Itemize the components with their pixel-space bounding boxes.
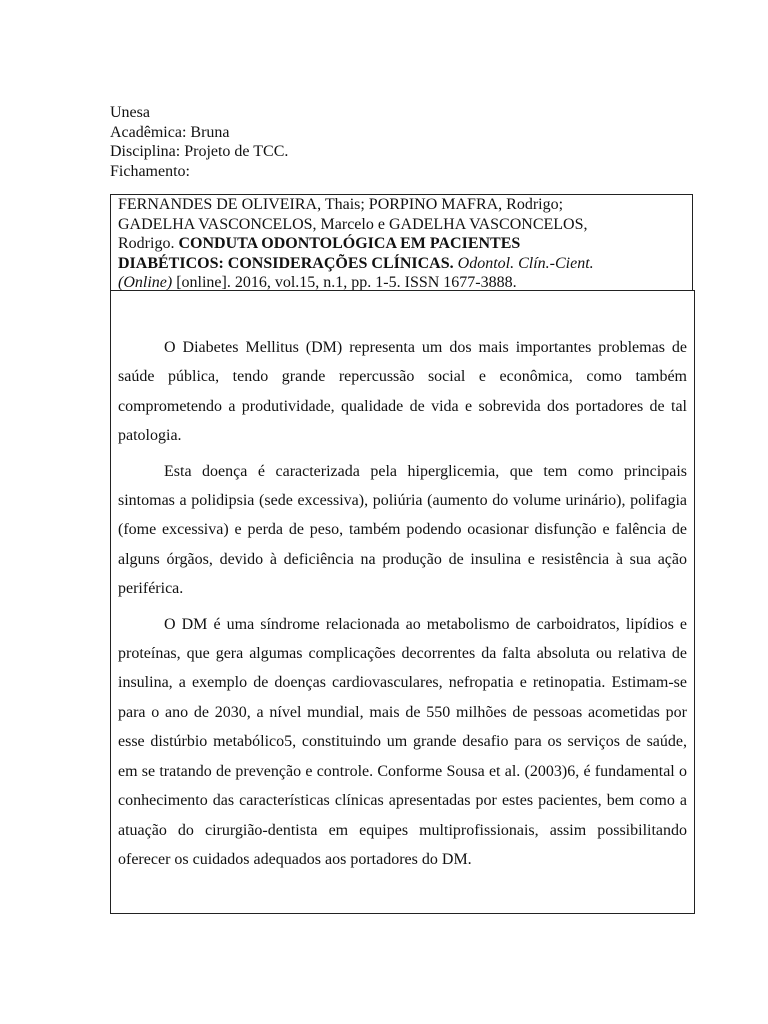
institution-line: Unesa bbox=[110, 104, 150, 121]
citation-title-part-1: CONDUTA ODONTOLÓGICA EM PACIENTES bbox=[178, 235, 521, 253]
paragraph-3: O DM é uma síndrome relacionada ao metabolismo de carboidratos, lipídios e proteínas, que gera algumas complicações decorrentes da falta absoluta ou relativa de insulina, a exemplo de doenças cardiovasculares, nefropatia e retinopatia. Estimam-se para o ano de 2030, a nível mundial, mais de 550 milhões de pessoas acometidas por esse distúrbio metabólico5, constituindo um grande desafio para os serviços de saúde, em se tratando de prevenção e controle. Conforme Sousa et al. (2003)6, é fundamental o conhecimento das características clínicas apresentadas por estes pacientes, bem como a atuação do cirurgião-dentista em equipes multiprofissionais, assim possibilitando oferecer os cuidados adequados aos portadores do DM. bbox=[118, 615, 687, 868]
paragraph-2: Esta doença é caracterizada pela hiperglicemia, que tem como principais sintomas a polidipsia (sede excessiva), poliúria (aumento do volume urinário), polifagia (fome excessiva) e perda de peso, também podendo ocasionar disfunção e falência de alguns órgãos, devido à deficiência na produção de insulina e resistência à sua ação periférica. bbox=[118, 462, 687, 598]
citation-details: [online]. 2016, vol.15, n.1, pp. 1-5. ISSN 1677-3888. bbox=[172, 274, 517, 292]
document-header bbox=[110, 103, 288, 181]
discipline-line: Disciplina: Projeto de TCC. bbox=[110, 143, 289, 161]
citation-line-4 bbox=[118, 254, 685, 274]
citation-journal-online: (Online) bbox=[118, 274, 173, 292]
summary-body-box bbox=[110, 290, 695, 914]
citation-authors-line-2: GADELHA VASCONCELOS, Marcelo e GADELHA VASCONCELOS, bbox=[118, 215, 588, 233]
summary-label: Fichamento: bbox=[110, 162, 190, 180]
citation-box bbox=[110, 194, 693, 291]
citation-line-3 bbox=[118, 234, 685, 254]
citation-authors-line-1: FERNANDES DE OLIVEIRA, Thais; PORPINO MAFRA, Rodrigo; bbox=[118, 196, 564, 213]
student-line: Acadêmica: Bruna bbox=[110, 123, 230, 141]
citation-title-part-2: DIABÉTICOS: CONSIDERAÇÕES CLÍNICAS. bbox=[118, 254, 454, 272]
citation-author-end: Rodrigo. bbox=[118, 235, 179, 253]
paragraph-1: O Diabetes Mellitus (DM) representa um dos mais importantes problemas de saúde pública, tendo grande repercussão social e econômica, como também comprometendo a produtividade, qualidade de vida e sobrevida dos portadores de tal patologia. bbox=[118, 339, 687, 445]
citation-journal: Odontol. Clín.-Cient. bbox=[453, 254, 594, 272]
